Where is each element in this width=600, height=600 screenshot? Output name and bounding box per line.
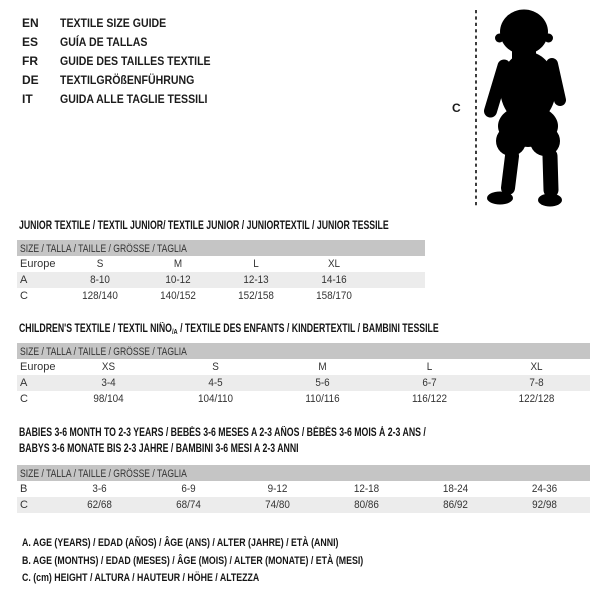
table-cell: 128/140: [82, 290, 118, 302]
table-cell: 92/98: [532, 499, 557, 511]
height-dashed-line: [474, 10, 478, 206]
table-row: [17, 497, 590, 513]
table-cell: L: [427, 361, 433, 373]
table-cell: 158/170: [316, 290, 352, 302]
table-cell: M: [173, 258, 183, 270]
legend-line-text: A. AGE (YEARS) / EDAD (AÑOS) / ÂGE (ANS) / ALTER (JAHRE) / ETÀ (ANNI): [22, 537, 339, 549]
language-row: [22, 32, 231, 51]
table-row: [17, 481, 590, 497]
table-cell: S: [96, 258, 104, 270]
table-cell: 18-24: [442, 483, 469, 495]
table-cell: 98/104: [93, 393, 124, 405]
table-cell: L: [253, 258, 259, 270]
table-cell: 7-8: [529, 377, 544, 389]
table-cell: 122/128: [518, 393, 555, 405]
table-row: [17, 256, 425, 272]
table-cell: M: [318, 361, 328, 373]
table-cell: 5-6: [315, 377, 330, 389]
table-row: [17, 359, 590, 375]
table-cell: 12-13: [243, 274, 269, 286]
legend-line-text: B. AGE (MONTHS) / EDAD (MESES) / ÂGE (MOIS) / ALTER (MONATE) / ETÀ (MESI): [22, 554, 364, 567]
language-code: IT: [22, 91, 33, 106]
language-title: TEXTILE SIZE GUIDE: [60, 15, 167, 30]
table-cell: 62/68: [87, 499, 112, 511]
baby-silhouette-icon: [484, 8, 588, 208]
childrens-textile-section: [17, 320, 590, 407]
language-title: TEXTILGRÖßENFÜHRUNG: [60, 72, 195, 87]
table-cell: 80/86: [354, 499, 379, 511]
measurement-legend: [22, 533, 449, 586]
language-title-list: [22, 13, 231, 108]
row-label: B: [20, 483, 28, 495]
babies-size-table: [17, 465, 590, 513]
row-label: A: [20, 377, 28, 389]
legend-line: [22, 533, 449, 551]
table-cell: 116/122: [411, 393, 448, 405]
language-row: [22, 51, 231, 70]
babies-table-body: [17, 481, 590, 513]
table-cell: 3-6: [92, 483, 107, 495]
childrens-title-sub: /A: [171, 327, 178, 336]
language-code: EN: [22, 15, 39, 30]
table-row: [17, 272, 425, 288]
babies-table-title: [17, 424, 590, 456]
row-label: Europe: [20, 361, 56, 373]
table-cell: 6-7: [422, 377, 437, 389]
size-header-bar: [17, 343, 590, 359]
table-cell: 74/80: [265, 499, 290, 511]
childrens-title-post: / TEXTILE DES ENFANTS / KINDERTEXTIL / BAMBINI TESSILE: [177, 323, 439, 335]
language-title: GUIDE DES TAILLES TEXTILE: [60, 53, 211, 68]
childrens-table-title: [17, 320, 590, 336]
row-label: C: [20, 499, 28, 511]
language-code: DE: [22, 72, 39, 87]
height-measure-label: C: [452, 101, 461, 115]
table-cell: 4-5: [208, 377, 223, 389]
table-cell: 3-4: [101, 377, 116, 389]
table-cell: 68/74: [176, 499, 201, 511]
language-code: FR: [22, 53, 38, 68]
table-cell: XL: [530, 361, 544, 373]
table-row: [17, 391, 590, 407]
table-cell: 140/152: [160, 290, 196, 302]
row-label: C: [20, 290, 28, 302]
babies-textile-section: [17, 424, 590, 513]
table-cell: 104/110: [197, 393, 234, 405]
table-row: [17, 375, 590, 391]
junior-table-title: [17, 217, 505, 233]
babies-title-line1-text: BABIES 3-6 MONTH TO 2-3 YEARS / BEBÉS 3-6 MESES A 2-3 AÑOS / BÉBÉS 3-6 MOIS À 2-3 ANS /: [19, 427, 426, 439]
childrens-table-title-text: [19, 321, 439, 340]
size-header-text: SIZE / TALLA / TAILLE / GRÖSSE / TAGLIA: [20, 468, 187, 480]
childrens-title-pre: CHILDREN'S TEXTILE / TEXTIL NIÑO: [19, 323, 172, 335]
size-header-bar: [17, 240, 425, 256]
table-cell: 9-12: [267, 483, 288, 495]
table-cell: 86/92: [443, 499, 468, 511]
childrens-table-body: [17, 359, 590, 407]
table-cell: S: [212, 361, 220, 373]
language-row: [22, 70, 231, 89]
size-header-text: SIZE / TALLA / TAILLE / GRÖSSE / TAGLIA: [20, 346, 187, 358]
babies-title-line2-text: BABYS 3-6 MONATE BIS 2-3 JAHRE / BAMBINI 3-6 MESI A 2-3 ANNI: [19, 443, 299, 455]
table-cell: 110/116: [305, 393, 340, 405]
table-cell: 152/158: [238, 290, 274, 302]
table-cell: 12-18: [353, 483, 380, 495]
junior-table-body: [17, 256, 425, 304]
table-cell: 14-16: [321, 274, 347, 286]
row-label: C: [20, 393, 28, 405]
table-cell: 8-10: [90, 274, 110, 286]
language-row: [22, 89, 231, 108]
table-cell: 6-9: [181, 483, 196, 495]
junior-size-table: [17, 240, 425, 304]
table-cell: 24-36: [531, 483, 558, 495]
babies-title-line1: [19, 424, 590, 440]
table-row: [17, 288, 425, 304]
size-header-bar: [17, 465, 590, 481]
childrens-size-table: [17, 343, 590, 407]
language-title: GUIDA ALLE TAGLIE TESSILI: [60, 91, 208, 106]
language-code: ES: [22, 34, 39, 49]
junior-textile-section: [17, 217, 505, 304]
legend-line-text: C. (cm) HEIGHT / ALTURA / HAUTEUR / HÖHE / ALTEZZA: [22, 572, 260, 584]
size-header-text: SIZE / TALLA / TAILLE / GRÖSSE / TAGLIA: [20, 243, 187, 255]
table-cell: 10-12: [165, 274, 191, 286]
legend-line: [22, 568, 449, 586]
language-row: [22, 13, 231, 32]
row-label: Europe: [20, 258, 56, 270]
language-title: GUÍA DE TALLAS: [60, 34, 148, 49]
junior-table-title-text: JUNIOR TEXTILE / TEXTIL JUNIOR/ TEXTILE JUNIOR / JUNIORTEXTIL / JUNIOR TESSILE: [19, 220, 389, 232]
table-cell: XL: [327, 258, 341, 270]
babies-title-line2: [19, 440, 590, 456]
legend-line: [22, 551, 449, 569]
table-cell: XS: [102, 361, 116, 373]
row-label: A: [20, 274, 28, 286]
